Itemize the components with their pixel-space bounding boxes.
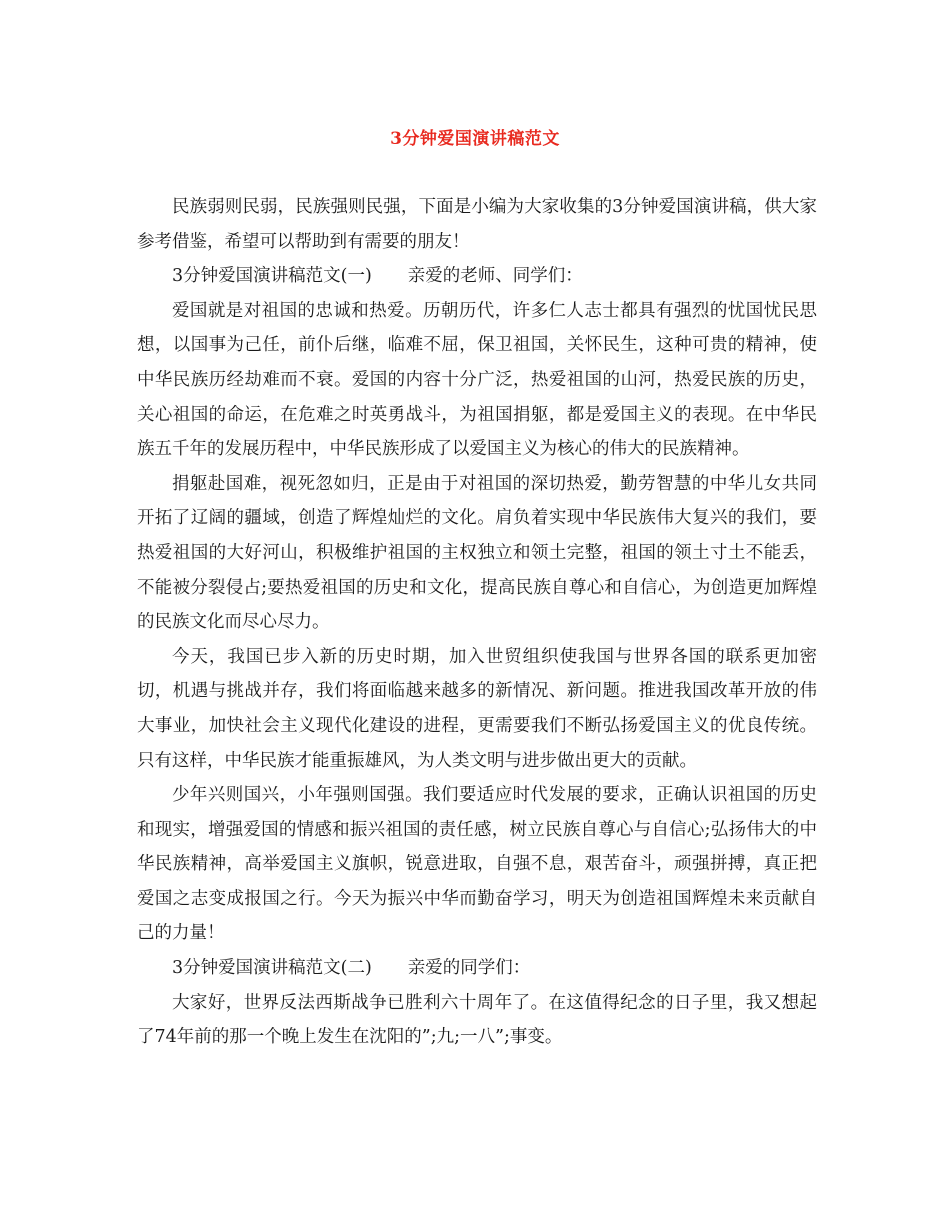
document-body (137, 190, 817, 1055)
section2-greeting: 亲爱的同学们： (407, 958, 531, 979)
section2-heading-line (137, 951, 817, 986)
section1-paragraph: 爱国就是对祖国的忠诚和热爱。历朝历代，许多仁人志士都具有强烈的忧国忧民思想，以国事为己任，前仆后继，临难不屈，保卫祖国，关怀民生，这种可贵的精神，使中华民族历经劫难而不衰。爱国的内容十分广泛，热爱祖国的山河，热爱民族的历史，关心祖国的命运，在危难之时英勇战斗，为祖国捐躯，都是爱国主义的表现。在中华民族五千年的发展历程中，中华民族形成了以爱国主义为核心的伟大的民族精神。 (137, 300, 817, 460)
section1-paragraph: 捐躯赴国难，视死忽如归，正是由于对祖国的深切热爱，勤劳智慧的中华儿女共同开拓了辽阔的疆域，创造了辉煌灿烂的文化。肩负着实现中华民族伟大复兴的我们，要热爱祖国的大好河山，积极维护祖国的主权独立和领土完整，祖国的领土寸土不能丢，不能被分裂侵占;要热爱祖国的历史和文化，提高民族自尊心和自信心，为创造更加辉煌的民族文化而尽心尽力。 (137, 473, 817, 633)
document-title: 3分钟爱国演讲稿范文 (390, 129, 560, 149)
section1-paragraph: 今天，我国已步入新的历史时期，加入世贸组织使我国与世界各国的联系更加密切，机遇与挑战并存，我们将面临越来越多的新情况、新问题。推进我国改革开放的伟大事业，加快社会主义现代化建设的进程，更需要我们不断弘扬爱国主义的优良传统。只有这样，中华民族才能重振雄风，为人类文明与进步做出更大的贡献。 (137, 646, 817, 771)
section2-paragraph: 大家好，世界反法西斯战争已胜利六十周年了。在这值得纪念的日子里，我又想起了74年前的那一个晚上发生在沈阳的”;九;一八”;事变。 (137, 992, 817, 1048)
section1-greeting: 亲爱的老师、同学们： (407, 266, 583, 287)
intro-paragraph: 民族弱则民弱，民族强则民强，下面是小编为大家收集的3分钟爱国演讲稿，供大家参考借鉴，希望可以帮助到有需要的朋友！ (137, 197, 817, 252)
section2-heading: 3分钟爱国演讲稿范文(二) (172, 958, 372, 979)
section1-heading: 3分钟爱国演讲稿范文(一) (172, 266, 372, 287)
section1-paragraph: 少年兴则国兴，小年强则国强。我们要适应时代发展的要求，正确认识祖国的历史和现实，增强爱国的情感和振兴祖国的责任感，树立民族自尊心与自信心;弘扬伟大的中华民族精神，高举爱国主义旗帜，锐意进取，自强不息，艰苦奋斗，顽强拼搏，真正把爱国之志变成报国之行。今天为振兴中华而勤奋学习，明天为创造祖国辉煌未来贡献自己的力量！ (137, 785, 817, 944)
section1-heading-line (137, 259, 817, 294)
